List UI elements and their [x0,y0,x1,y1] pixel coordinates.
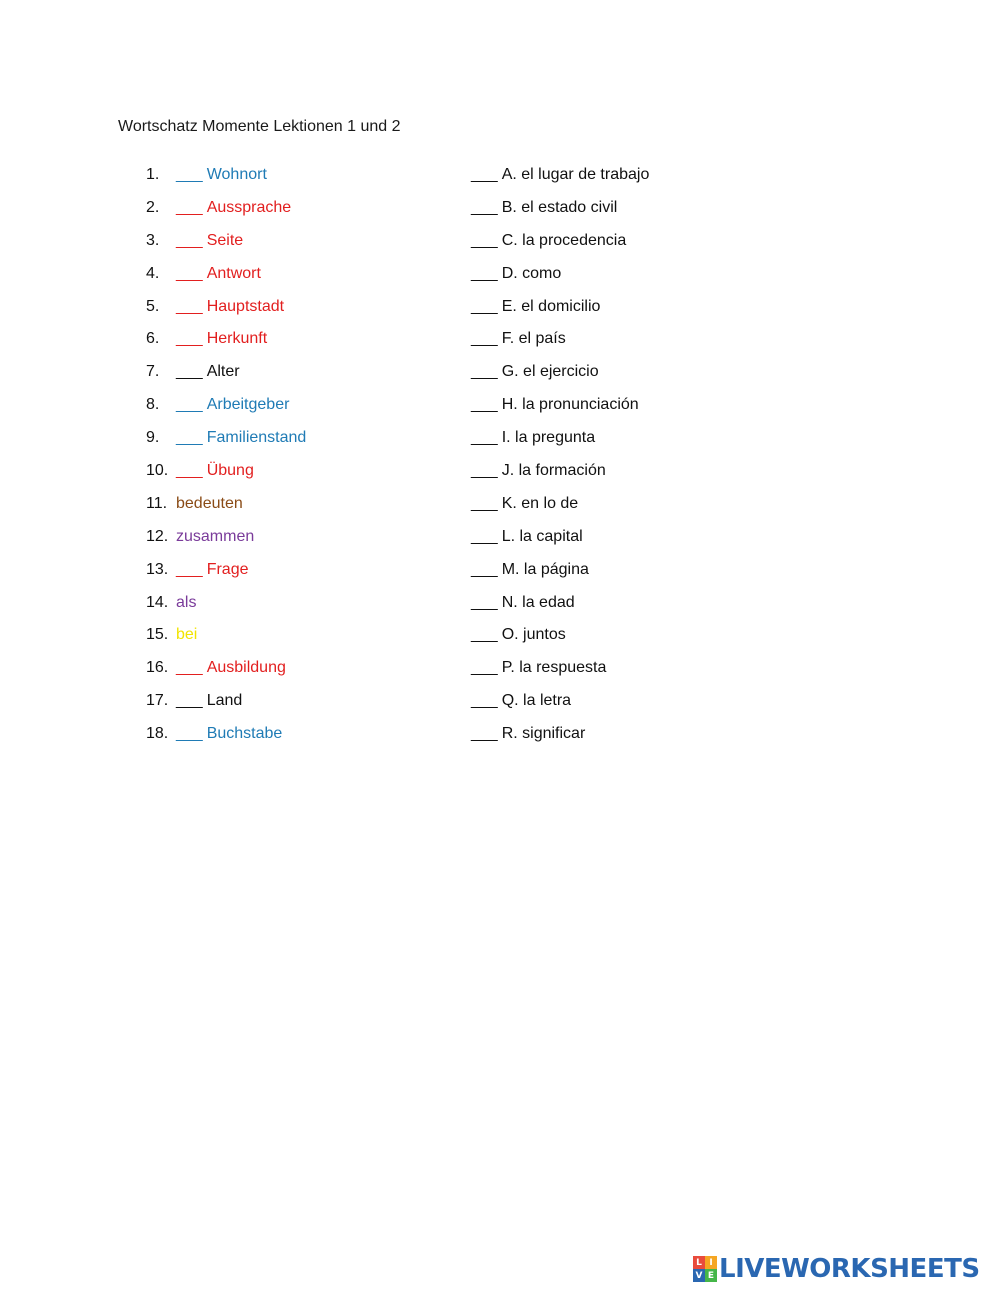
german-item-row [146,591,446,624]
german-item-row [146,327,446,360]
answer-blank[interactable]: ___ [471,692,498,710]
german-item-row [146,459,446,492]
german-item-row [146,229,446,262]
german-word: bedeuten [176,494,243,512]
item-number: 10. [146,462,169,480]
spanish-item-row [471,196,791,229]
german-word: als [176,593,197,611]
item-number: 16. [146,659,169,677]
answer-blank[interactable]: ___ [176,297,203,315]
answer-blank[interactable]: ___ [176,264,203,282]
german-item-row [146,623,446,656]
answer-blank[interactable]: ___ [471,626,498,644]
german-word: Land [206,692,243,710]
spanish-answer-list [471,163,791,755]
spanish-item-row [471,163,791,196]
item-number: 8. [146,396,160,414]
answer-blank[interactable]: ___ [176,396,203,414]
spanish-translation: G. el ejercicio [501,363,599,381]
item-number: 11. [146,494,168,512]
german-word: Antwort [206,264,261,282]
german-item-row [146,360,446,393]
logo-tile: V [693,1269,705,1282]
answer-blank[interactable]: ___ [471,166,498,183]
answer-blank[interactable]: ___ [471,494,498,512]
german-word: Aussprache [206,198,292,216]
answer-blank[interactable]: ___ [176,692,203,710]
logo-tile: L [693,1256,705,1269]
answer-blank[interactable]: ___ [471,527,498,545]
answer-blank[interactable]: ___ [176,725,203,743]
answer-blank[interactable]: ___ [471,297,498,315]
german-item-row [146,722,446,755]
answer-blank[interactable]: ___ [176,363,203,381]
answer-blank[interactable]: ___ [471,363,498,381]
spanish-item-row [471,492,791,525]
spanish-item-row [471,525,791,558]
item-number: 3. [146,231,160,249]
spanish-translation: C. la procedencia [501,231,627,249]
german-word: bei [176,626,198,644]
answer-blank[interactable]: ___ [471,593,498,611]
item-number: 9. [146,429,160,447]
spanish-item-row [471,327,791,360]
answer-blank[interactable]: ___ [471,725,498,743]
answer-blank[interactable]: ___ [176,560,203,578]
item-number: 5. [146,297,160,315]
spanish-translation: Q. la letra [501,692,572,710]
answer-blank[interactable]: ___ [471,462,498,480]
german-item-row [146,196,446,229]
spanish-item-row [471,623,791,656]
spanish-item-row [471,558,791,591]
german-word: Wohnort [206,166,267,183]
german-word: Frage [206,560,249,578]
answer-blank[interactable]: ___ [471,560,498,578]
german-item-row [146,689,446,722]
answer-blank[interactable]: ___ [471,198,498,216]
item-number: 13. [146,560,169,578]
spanish-translation: D. como [501,264,562,282]
german-item-row [146,525,446,558]
answer-blank[interactable]: ___ [471,429,498,447]
spanish-item-row [471,459,791,492]
german-word: Übung [206,462,254,480]
spanish-translation: P. la respuesta [501,659,607,677]
liveworksheets-logo-text: LIVEWORKSHEETS [719,1254,980,1284]
spanish-translation: F. el país [501,330,566,348]
spanish-translation: J. la formación [501,462,606,480]
german-word: Seite [206,231,244,249]
logo-tile: I [705,1256,717,1269]
spanish-item-row [471,689,791,722]
german-word: Arbeitgeber [206,396,290,414]
answer-blank[interactable]: ___ [176,231,203,249]
german-item-row [146,393,446,426]
item-number: 4. [146,264,160,282]
answer-blank[interactable]: ___ [471,396,498,414]
item-number: 6. [146,330,160,348]
german-word: Herkunft [206,330,268,348]
german-word: Ausbildung [206,659,286,677]
german-word: Familienstand [206,429,307,447]
german-item-row [146,656,446,689]
spanish-item-row [471,393,791,426]
item-number: 12. [146,527,169,545]
german-item-row [146,295,446,328]
answer-blank[interactable]: ___ [471,264,498,282]
german-word: Hauptstadt [206,297,285,315]
spanish-item-row [471,295,791,328]
german-word: Buchstabe [206,725,283,743]
spanish-item-row [471,360,791,393]
item-number: 18. [146,725,169,743]
liveworksheets-logo [693,1253,980,1285]
answer-blank[interactable]: ___ [471,330,498,348]
spanish-translation: O. juntos [501,626,566,644]
spanish-translation: E. el domicilio [501,297,601,315]
german-item-row [146,163,446,196]
spanish-translation: H. la pronunciación [501,396,639,414]
item-number: 1. [146,166,160,183]
spanish-item-row [471,656,791,689]
item-number: 15. [146,626,169,644]
german-word-list [146,163,446,755]
german-item-row [146,558,446,591]
spanish-item-row [471,722,791,755]
worksheet-title: Wortschatz Momente Lektionen 1 und 2 [118,118,401,135]
answer-blank[interactable]: ___ [176,659,203,677]
answer-blank[interactable]: ___ [176,429,203,447]
spanish-translation: L. la capital [501,527,583,545]
spanish-item-row [471,591,791,624]
spanish-translation: M. la página [501,560,589,578]
german-word: Alter [206,363,240,381]
spanish-translation: I. la pregunta [501,429,596,447]
item-number: 2. [146,198,160,216]
spanish-translation: R. significar [501,725,586,743]
answer-blank[interactable]: ___ [176,166,203,183]
answer-blank[interactable]: ___ [176,330,203,348]
spanish-translation: N. la edad [501,593,575,611]
spanish-item-row [471,229,791,262]
answer-blank[interactable]: ___ [471,231,498,249]
answer-blank[interactable]: ___ [471,659,498,677]
answer-blank[interactable]: ___ [176,462,203,480]
logo-tile: E [705,1269,717,1282]
answer-blank[interactable]: ___ [176,198,203,216]
german-item-row [146,426,446,459]
german-item-row [146,492,446,525]
item-number: 7. [146,363,160,381]
item-number: 17. [146,692,169,710]
german-item-row [146,262,446,295]
spanish-item-row [471,426,791,459]
german-word: zusammen [176,527,255,545]
liveworksheets-logo-icon [693,1256,717,1282]
spanish-item-row [471,262,791,295]
spanish-translation: K. en lo de [501,494,579,512]
spanish-translation: A. el lugar de trabajo [501,166,650,183]
spanish-translation: B. el estado civil [501,198,618,216]
item-number: 14. [146,593,169,611]
